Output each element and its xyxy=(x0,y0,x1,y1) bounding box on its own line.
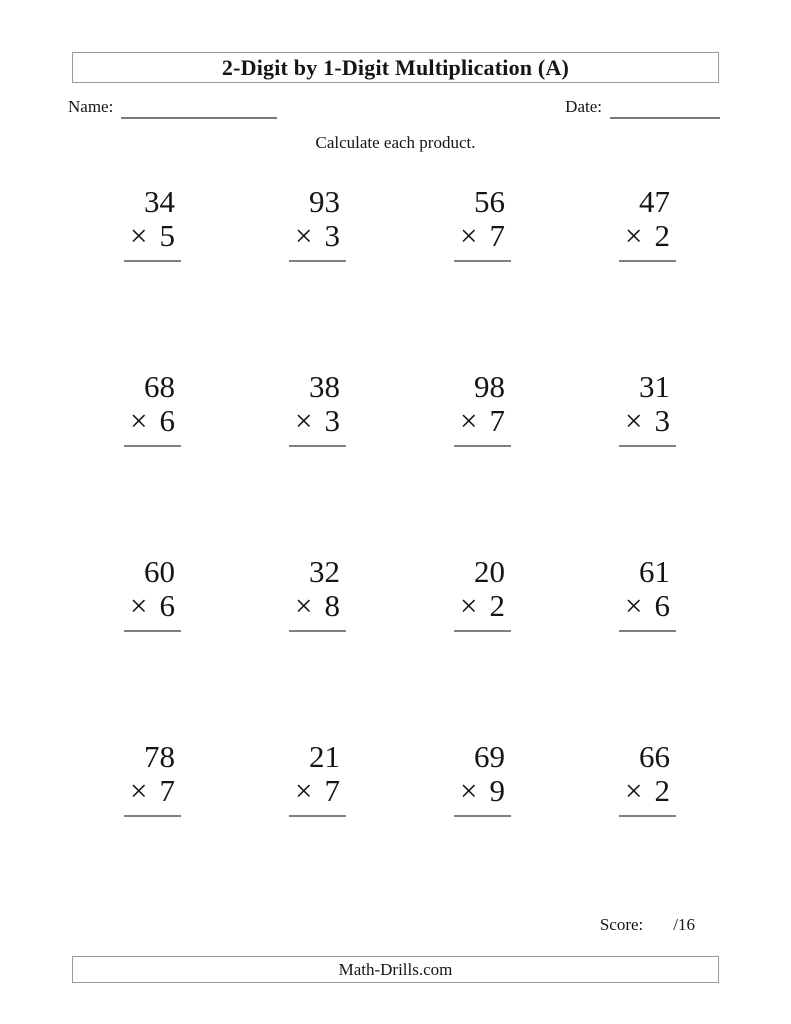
multiplicand: 78 xyxy=(143,739,175,774)
multiplier: 7 xyxy=(159,773,175,808)
multiplier-row xyxy=(454,588,511,623)
multiply-sign: × xyxy=(295,588,313,623)
answer-line xyxy=(454,260,511,262)
problem-cell xyxy=(619,555,676,632)
multiplication-problem xyxy=(124,185,181,262)
multiplication-problem xyxy=(619,185,676,262)
multiplier-row xyxy=(124,403,181,438)
answer-line xyxy=(289,630,346,632)
multiplication-problem xyxy=(454,370,511,447)
multiply-sign: × xyxy=(130,218,148,253)
answer-line xyxy=(289,445,346,447)
multiplier: 2 xyxy=(654,773,670,808)
multiplier-row xyxy=(124,773,181,808)
multiplier-row xyxy=(124,588,181,623)
answer-line xyxy=(454,815,511,817)
multiplier-row xyxy=(619,218,676,253)
multiplication-problem xyxy=(454,740,511,817)
name-blank-line xyxy=(121,99,277,119)
problem-cell xyxy=(289,740,346,817)
answer-line xyxy=(124,445,181,447)
problems-grid xyxy=(70,185,730,925)
name-date-row xyxy=(68,97,720,119)
name-field-group xyxy=(68,97,277,119)
problem-cell xyxy=(289,555,346,632)
problem-cell xyxy=(619,370,676,447)
multiplicand: 98 xyxy=(473,369,505,404)
answer-line xyxy=(289,260,346,262)
answer-line xyxy=(619,815,676,817)
multiplication-problem xyxy=(124,555,181,632)
score-row xyxy=(600,915,695,935)
multiply-sign: × xyxy=(625,403,643,438)
multiplicand: 32 xyxy=(308,554,340,589)
multiply-sign: × xyxy=(625,218,643,253)
problem-cell xyxy=(619,740,676,817)
multiplicand: 56 xyxy=(473,184,505,219)
multiply-sign: × xyxy=(295,218,313,253)
multiplication-problem xyxy=(124,370,181,447)
answer-line xyxy=(454,445,511,447)
answer-line xyxy=(124,630,181,632)
multiply-sign: × xyxy=(625,588,643,623)
multiplicand: 38 xyxy=(308,369,340,404)
problem-cell xyxy=(619,185,676,262)
multiplicand: 66 xyxy=(638,739,670,774)
problem-cell xyxy=(454,185,511,262)
problem-cell xyxy=(454,555,511,632)
multiplication-problem xyxy=(454,185,511,262)
multiplier-row xyxy=(289,588,346,623)
answer-line xyxy=(619,260,676,262)
multiplicand: 47 xyxy=(638,184,670,219)
problem-cell xyxy=(289,185,346,262)
multiply-sign: × xyxy=(130,403,148,438)
multiplier: 3 xyxy=(324,403,340,438)
multiplier: 2 xyxy=(654,218,670,253)
multiplication-problem xyxy=(619,740,676,817)
answer-line xyxy=(619,630,676,632)
multiplicand: 20 xyxy=(473,554,505,589)
multiplicand: 68 xyxy=(143,369,175,404)
multiplier-row xyxy=(619,773,676,808)
multiply-sign: × xyxy=(130,588,148,623)
multiplicand: 31 xyxy=(638,369,670,404)
multiplier: 7 xyxy=(489,218,505,253)
multiply-sign: × xyxy=(460,588,478,623)
name-label: Name: xyxy=(68,97,114,116)
multiplication-problem xyxy=(289,370,346,447)
multiplication-problem xyxy=(289,555,346,632)
multiply-sign: × xyxy=(295,773,313,808)
footer-site-name: Math-Drills.com xyxy=(338,959,453,979)
multiply-sign: × xyxy=(460,403,478,438)
multiplier-row xyxy=(619,588,676,623)
problem-cell xyxy=(124,740,181,817)
date-field-group xyxy=(565,97,720,119)
answer-line xyxy=(619,445,676,447)
answer-line xyxy=(454,630,511,632)
multiplication-problem xyxy=(289,185,346,262)
score-total: /16 xyxy=(673,915,695,934)
multiplier: 9 xyxy=(489,773,505,808)
multiplicand: 21 xyxy=(308,739,340,774)
multiplier: 8 xyxy=(324,588,340,623)
multiplier-row xyxy=(289,403,346,438)
answer-line xyxy=(124,260,181,262)
multiplier: 7 xyxy=(324,773,340,808)
date-blank-line xyxy=(610,99,720,119)
multiplicand: 69 xyxy=(473,739,505,774)
multiplier: 7 xyxy=(489,403,505,438)
problem-cell xyxy=(124,555,181,632)
instruction-text: Calculate each product. xyxy=(315,133,476,152)
title-box xyxy=(72,52,719,83)
multiplier: 2 xyxy=(489,588,505,623)
multiplier-row xyxy=(124,218,181,253)
multiplier: 3 xyxy=(654,403,670,438)
multiplier-row xyxy=(619,403,676,438)
multiplication-problem xyxy=(124,740,181,817)
multiplier-row xyxy=(289,218,346,253)
multiplier-row xyxy=(289,773,346,808)
multiply-sign: × xyxy=(295,403,313,438)
multiply-sign: × xyxy=(460,218,478,253)
multiplier: 6 xyxy=(654,588,670,623)
multiplier-row xyxy=(454,403,511,438)
footer-box xyxy=(72,956,719,983)
multiply-sign: × xyxy=(130,773,148,808)
answer-line xyxy=(124,815,181,817)
multiply-sign: × xyxy=(460,773,478,808)
multiplier-row xyxy=(454,773,511,808)
multiplier-row xyxy=(454,218,511,253)
answer-line xyxy=(289,815,346,817)
score-label: Score: xyxy=(599,915,644,934)
multiplier: 5 xyxy=(159,218,175,253)
multiplication-problem xyxy=(619,370,676,447)
multiplication-problem xyxy=(454,555,511,632)
date-label: Date: xyxy=(565,97,602,116)
page-title: 2-Digit by 1-Digit Multiplication (A) xyxy=(221,54,570,80)
problem-cell xyxy=(124,185,181,262)
multiplier: 3 xyxy=(324,218,340,253)
multiplicand: 34 xyxy=(143,184,175,219)
problem-cell xyxy=(289,370,346,447)
multiplier: 6 xyxy=(159,588,175,623)
multiplicand: 61 xyxy=(638,554,670,589)
multiplicand: 60 xyxy=(143,554,175,589)
multiplication-problem xyxy=(289,740,346,817)
multiplication-problem xyxy=(619,555,676,632)
multiplier: 6 xyxy=(159,403,175,438)
multiply-sign: × xyxy=(625,773,643,808)
problem-cell xyxy=(454,370,511,447)
problem-cell xyxy=(454,740,511,817)
problem-cell xyxy=(124,370,181,447)
multiplicand: 93 xyxy=(308,184,340,219)
